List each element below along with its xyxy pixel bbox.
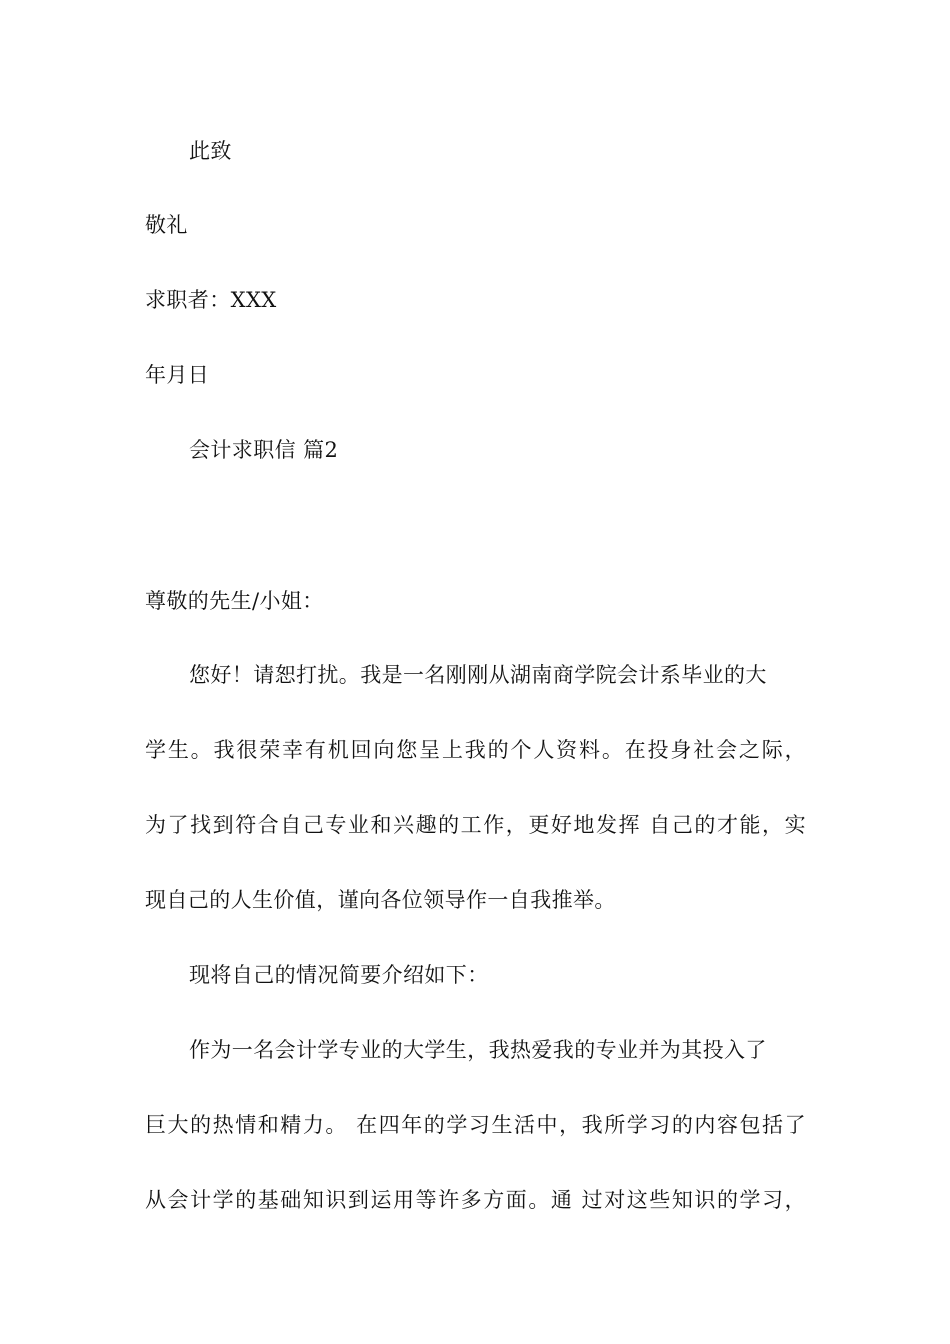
paragraph-1-line-3: 为了找到符合自己专业和兴趣的工作，更好地发挥 自己的才能，实 xyxy=(145,813,806,837)
closing-regards-line-2: 敬礼 xyxy=(145,213,188,237)
paragraph-3-line-3: 从会计学的基础知识到运用等许多方面。通 过对这些知识的学习， xyxy=(145,1188,806,1212)
applicant-signature: 求职者：XXX xyxy=(145,288,277,312)
paragraph-1-line-4: 现自己的人生价值，谨向各位领导作一自我推举。 xyxy=(145,888,616,912)
paragraph-3-line-2: 巨大的热情和精力。 在四年的学习生活中，我所学习的内容包括了 xyxy=(145,1113,806,1137)
paragraph-3-line-1: 作为一名会计学专业的大学生，我热爱我的专业并为其投入了 xyxy=(189,1038,767,1062)
paragraph-2-line-1: 现将自己的情况简要介绍如下： xyxy=(189,963,489,987)
paragraph-1-line-1: 您好！请恕打扰。我是一名刚刚从湖南商学院会计系毕业的大 xyxy=(189,663,767,687)
closing-regards-line-1: 此致 xyxy=(189,139,232,163)
paragraph-1-line-2: 学生。我很荣幸有机回向您呈上我的个人资料。在投身社会之际， xyxy=(145,738,806,762)
section-heading: 会计求职信 篇2 xyxy=(189,438,339,462)
letter-salutation: 尊敬的先生/小姐： xyxy=(145,589,324,613)
date-line: 年月日 xyxy=(145,363,210,387)
